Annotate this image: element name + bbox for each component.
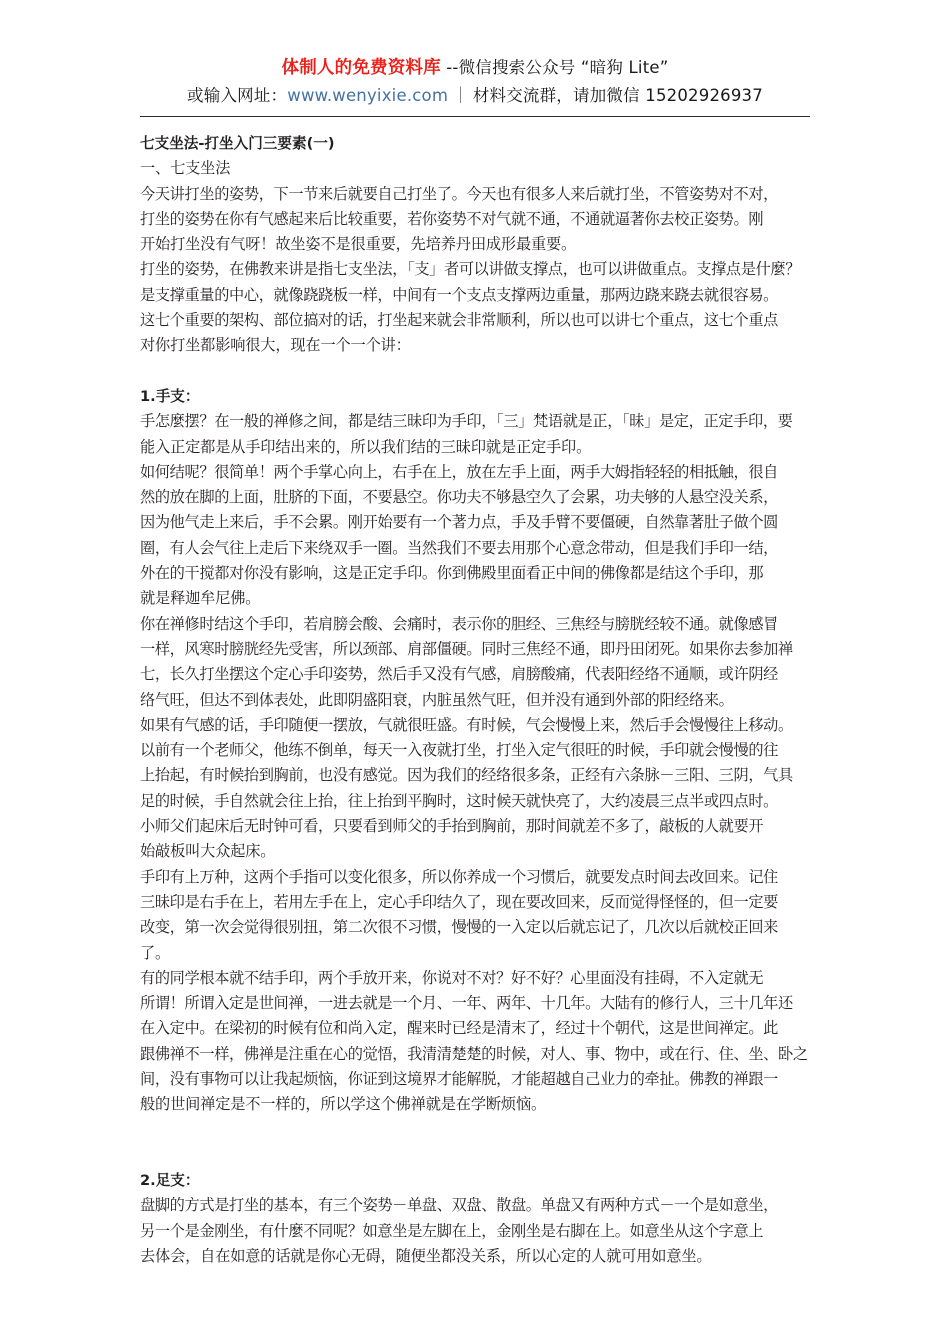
paragraph-spacer xyxy=(140,359,812,384)
paragraph-line: 另一个是金刚坐，有什麼不同呢？如意坐是左脚在上，金刚坐是右脚在上。如意坐从这个字意上 xyxy=(140,1221,764,1240)
paragraph-line: 开始打坐没有气呀！故坐姿不是很重要，先培养丹田成形最重要。 xyxy=(140,235,577,254)
paragraph-line: 足的时候，手自然就会往上抬，往上抬到平胸时，这时候天就快亮了，大约凌晨三点半或四点时。 xyxy=(140,791,779,810)
paragraph-line: 打坐的姿势，在佛教来讲是指七支坐法，「支」者可以讲做支撑点，也可以讲做重点。支撑点是什麼？ xyxy=(140,260,801,279)
document-title: 七支坐法-打坐入门三要素(一) xyxy=(140,135,335,152)
paragraph-line: 如果有气感的话，手印随便一摆放，气就很旺盛。有时候，气会慢慢上来，然后手会慢慢往上移动。 xyxy=(140,715,793,734)
paragraph-line: 今天讲打坐的姿势，下一节来后就要自己打坐了。今天也有很多人来后就打坐，不管姿势对不对， xyxy=(140,184,779,203)
paragraph-worldly-chan xyxy=(140,966,812,1118)
paragraph-support-points xyxy=(140,257,812,358)
paragraph-line: 如何结呢？很简单！两个手掌心向上，右手在上，放在左手上面，两手大姆指轻轻的相抵触，很自 xyxy=(140,462,779,481)
paragraph-line: 这七个重要的架构、部位搞对的话，打坐起来就会非常顺利，所以也可以讲七个重点，这七个重点 xyxy=(140,311,779,330)
promo-header-line-1 xyxy=(0,56,950,81)
subsection-heading-leg: 2.足支： xyxy=(140,1172,200,1190)
promo-header-line-2 xyxy=(0,84,950,108)
paragraph-line: 因为他气走上来后，手不会累。刚开始要有一个著力点，手及手臂不要僵硬，自然靠著肚子做个圆 xyxy=(140,513,779,532)
paragraph-line: 般的世间禅定是不一样的，所以学这个佛禅就是在学断烦恼。 xyxy=(140,1095,547,1114)
paragraph-meridians xyxy=(140,612,812,713)
paragraph-leg-posture xyxy=(140,1193,812,1269)
paragraph-hand-mudra-howto xyxy=(140,460,812,612)
paragraph-line: 络气旺，但达不到体表处，此即阴盛阳衰，内脏虽然气旺，但并没有通到外部的阳经络来。 xyxy=(140,690,734,709)
promo-website-label: 或输入网址： xyxy=(187,86,288,106)
promo-header xyxy=(0,56,950,108)
paragraph-intro xyxy=(140,182,812,258)
paragraph-line: 去体会，自在如意的话就是你心无碍，随便坐都没关系，所以心定的人就可用如意坐。 xyxy=(140,1247,712,1266)
paragraph-spacer xyxy=(140,1143,812,1168)
promo-wechat-group-text: 材料交流群，请加微信 15202926937 xyxy=(472,86,763,106)
paragraph-line: 上抬起，有时候抬到胸前，也没有感觉。因为我们的经络很多条，正经有六条脉－三阳、三阴，气具 xyxy=(140,766,793,785)
paragraph-line: 七，长久打坐摆这个定心手印姿势，然后手又没有气感，肩膀酸痛，代表阳经络不通顺，或许阴经 xyxy=(140,665,779,684)
header-divider xyxy=(140,116,810,117)
paragraph-mudra-habits xyxy=(140,865,812,966)
paragraph-qi-rising xyxy=(140,713,812,865)
paragraph-line: 圈，有人会气往上走后下来绕双手一圈。当然我们不要去用那个心意念带动，但是我们手印一结， xyxy=(140,538,779,557)
paragraph-line: 有的同学根本就不结手印，两个手放开来，你说对不对？好不好？心里面没有挂碍，不入定就无 xyxy=(140,968,764,987)
paragraph-line: 以前有一个老师父，他练不倒单，每天一入夜就打坐，打坐入定气很旺的时候，手印就会慢慢的往 xyxy=(140,741,779,760)
paragraph-line: 一样，风寒时膀胱经先受害，所以颈部、肩部僵硬。同时三焦经不通，即丹田闭死。如果你去参加禅 xyxy=(140,639,793,658)
paragraph-line: 在入定中。在梁初的时候有位和尚入定，醒来时已经是清末了，经过十个朝代，这是世间禅定。此 xyxy=(140,1019,779,1038)
paragraph-line: 手印有上万种，这两个手指可以变化很多，所以你养成一个习惯后，就要发点时间去改回来。记住 xyxy=(140,867,779,886)
paragraph-line: 是支撑重量的中心，就像跷跷板一样，中间有一个支点支撑两边重量，那两边跷来跷去就很容易。 xyxy=(140,285,779,304)
paragraph-line: 你在禅修时结这个手印，若肩膀会酸、会痛时，表示你的胆经、三焦经与膀胱经较不通。就像感冒 xyxy=(140,614,779,633)
paragraph-line: 跟佛禅不一样，佛禅是注重在心的觉悟，我清清楚楚的时候，对人、事、物中，或在行、住、坐、卧之 xyxy=(140,1044,808,1063)
paragraph-line: 三昧印是右手在上，若用左手在上，定心手印结久了，现在要改回来，反而觉得怪怪的，但一定要 xyxy=(140,892,779,911)
subsection-heading-hand: 1.手支： xyxy=(140,387,200,405)
paragraph-line: 盘脚的方式是打坐的基本，有三个姿势－单盘、双盘、散盘。单盘又有两种方式－一个是如意坐， xyxy=(140,1196,779,1215)
promo-separator: ｜ xyxy=(452,86,469,106)
paragraph-line: 了。 xyxy=(140,943,171,962)
paragraph-hand-mudra-intro xyxy=(140,409,812,460)
paragraph-line: 手怎麼摆？在一般的禅修之间，都是结三昧印为手印，「三」梵语就是正，「昧」是定，正定手印，要 xyxy=(140,412,793,431)
paragraph-line: 对你打坐都影响很大，现在一个一个讲： xyxy=(140,336,411,355)
promo-wechat-text: --微信搜索公众号 “暗狗 Lite” xyxy=(440,58,669,77)
paragraph-line: 外在的干搅都对你没有影响，这是正定手印。你到佛殿里面看正中间的佛像都是结这个手印，那 xyxy=(140,564,764,583)
paragraph-spacer xyxy=(140,1118,812,1143)
paragraph-line: 然的放在脚的上面，肚脐的下面，不要悬空。你功夫不够悬空久了会累，功夫够的人悬空没关系， xyxy=(140,488,779,507)
paragraph-line: 所谓！所谓入定是世间禅，一进去就是一个月、一年、两年、十几年。大陆有的修行人，三十几年还 xyxy=(140,994,793,1013)
paragraph-line: 间，没有事物可以让我起烦恼，你证到这境界才能解脱，才能超越自己业力的牵扯。佛教的禅跟一 xyxy=(140,1069,779,1088)
paragraph-line: 始敲板叫大众起床。 xyxy=(140,842,276,861)
paragraph-line: 小师父们起床后无时钟可看，只要看到师父的手抬到胸前，那时间就差不多了，敲板的人就要开 xyxy=(140,817,764,836)
paragraph-line: 打坐的姿势在你有气感起来后比较重要，若你姿势不对气就不通，不通就逼著你去校正姿势。刚 xyxy=(140,209,764,228)
promo-website-link[interactable]: www.wenyixie.com xyxy=(287,86,449,106)
document-body xyxy=(140,131,812,1269)
paragraph-line: 改变，第一次会觉得很别扭，第二次很不习惯，慢慢的一入定以后就忘记了，几次以后就校正回来 xyxy=(140,918,779,937)
section-heading: 一、七支坐法 xyxy=(140,159,231,178)
promo-brand-text: 体制人的免费资料库 xyxy=(281,58,441,78)
paragraph-line: 就是释迦牟尼佛。 xyxy=(140,589,261,608)
paragraph-line: 能入正定都是从手印结出来的，所以我们结的三昧印就是正定手印。 xyxy=(140,437,592,456)
